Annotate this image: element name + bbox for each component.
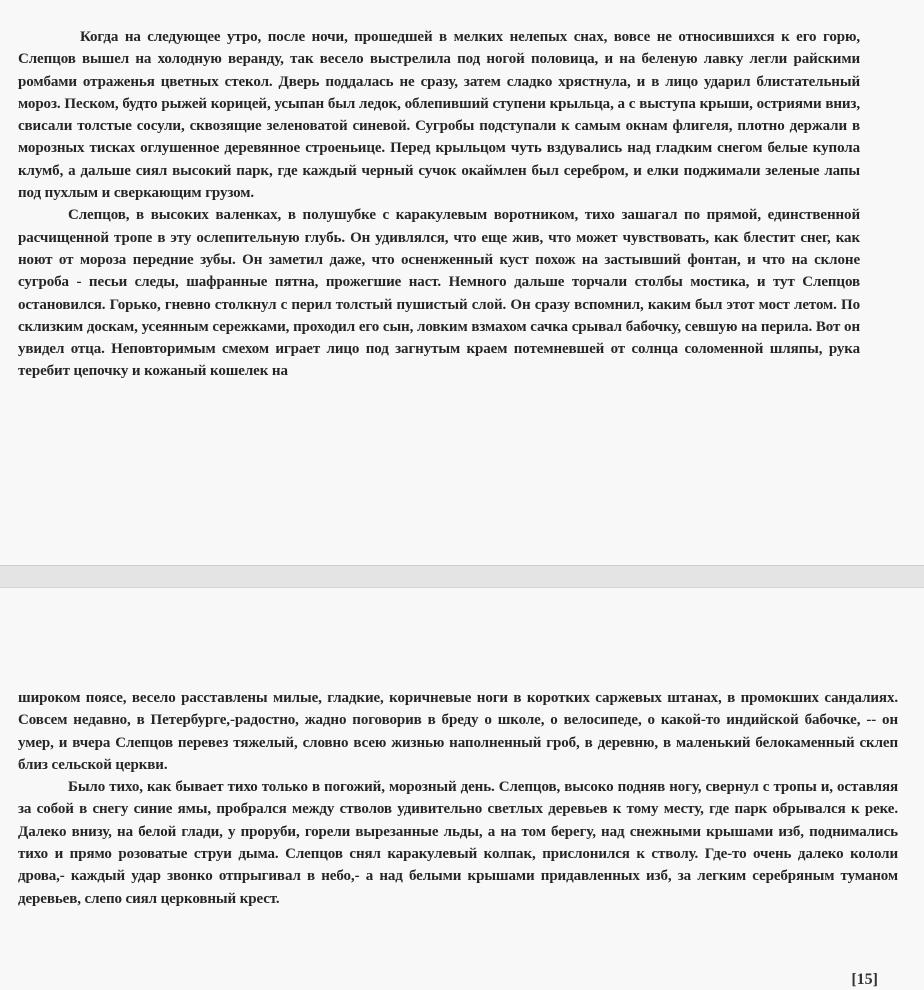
paragraph-walk-bridge: Слепцов, в высоких валенках, в полушубке с каракулевым воротником, тихо зашагал по прямой, единственной расчищенной тропе в эту ослепительную глубь. Он удивлялся, что еще жив, что может чувствовать, как блестит снег, как ноют от мороза передние зубы. Он заметил даже, что осненженный куст похож на застывший фонтан, и что на склоне сугроба - песьи следы, шафранные пятна, прожегшие наст. Немного дальше торчали столбы мостика, и тут Слепцов остановился. Горько, гневно столкнул с перил толстый пушистый слой. Он сразу вспомнил, каким был этот мост летом. По склизким доскам, усеянным сережками, проходил его сын, ловким взмахом сачка срывал бабочку, севшую на перила. Вот он увидел отца. Неповторимым смехом играет лицо под загнутым краем потемневшей от солнца соломенной шляпы, рука теребит цепочку и кожаный кошелек на <box>18 207 860 380</box>
page-number: [15] <box>851 971 878 988</box>
paragraph-frosty-day: Было тихо, как бывает тихо только в погожий, морозный день. Слепцов, высоко подняв ногу, свернул с тропы и, оставляя за собой в снегу синие ямы, пробрался между стволов удивительно светлых деревьев к тому месту, где парк обрывался к реке. Далеко внизу, на белой глади, у проруби, горели вырезанные льды, а на том берегу, над снежными крышами изб, поднимались тихо и прямо розоватые струи дыма. Слепцов снял каракулевый колпак, прислонился к стволу. Где-то очень далеко кололи дрова,- каждый удар звонко отпрыгивал в небо,- а над белыми крышами придавленных изб, за легким серебряным туманом деревьев, слепо сиял церковный крест. <box>18 779 898 907</box>
paragraph-son-memory: широком поясе, весело расставлены милые, гладкие, коричневые ноги в коротких саржевых штанах, в промокших сандалиях. Совсем недавно, в Петербурге,-радостно, жадно поговорив в бреду о школе, о велосипеде, о какой-то индийской бабочке, -- он умер, и вчера Слепцов перевез тяжелый, словно всею жизнью наполненный гроб, в деревню, в маленький белокаменный склеп близ сельской церкви. <box>18 690 898 773</box>
paragraph-morning-veranda: Когда на следующее утро, после ночи, прошедшей в мелких нелепых снах, вовсе не относившихся к его горю, Слепцов вышел на холодную веранду, так весело выстрелила под ногой половица, и на беленую лавку легли райскими ромбами отраженья цветных стекол. Дверь поддалась не сразу, затем сладко хрястнула, и в лицо ударил блистательный мороз. Песком, будто рыжей корицей, усыпан был ледок, облепивший ступени крыльца, а с выступа крыши, остриями вниз, свисали толстые сосули, сквозящие зеленоватой синевой. Сугробы подступали к самым окнам флигеля, плотно держали в морозных тисках оглушенное деревянное строеньице. Перед крыльцом чуть вздувались над гладким снегом белые купола клумб, а дальше сиял высокий парк, где каждый черный сучок окаймлен был серебром, и елки поджимали зеленые лапы под пухлым и сверкающим грузом. <box>18 29 860 202</box>
page-separator <box>0 565 924 588</box>
document-page-bottom <box>0 588 924 990</box>
